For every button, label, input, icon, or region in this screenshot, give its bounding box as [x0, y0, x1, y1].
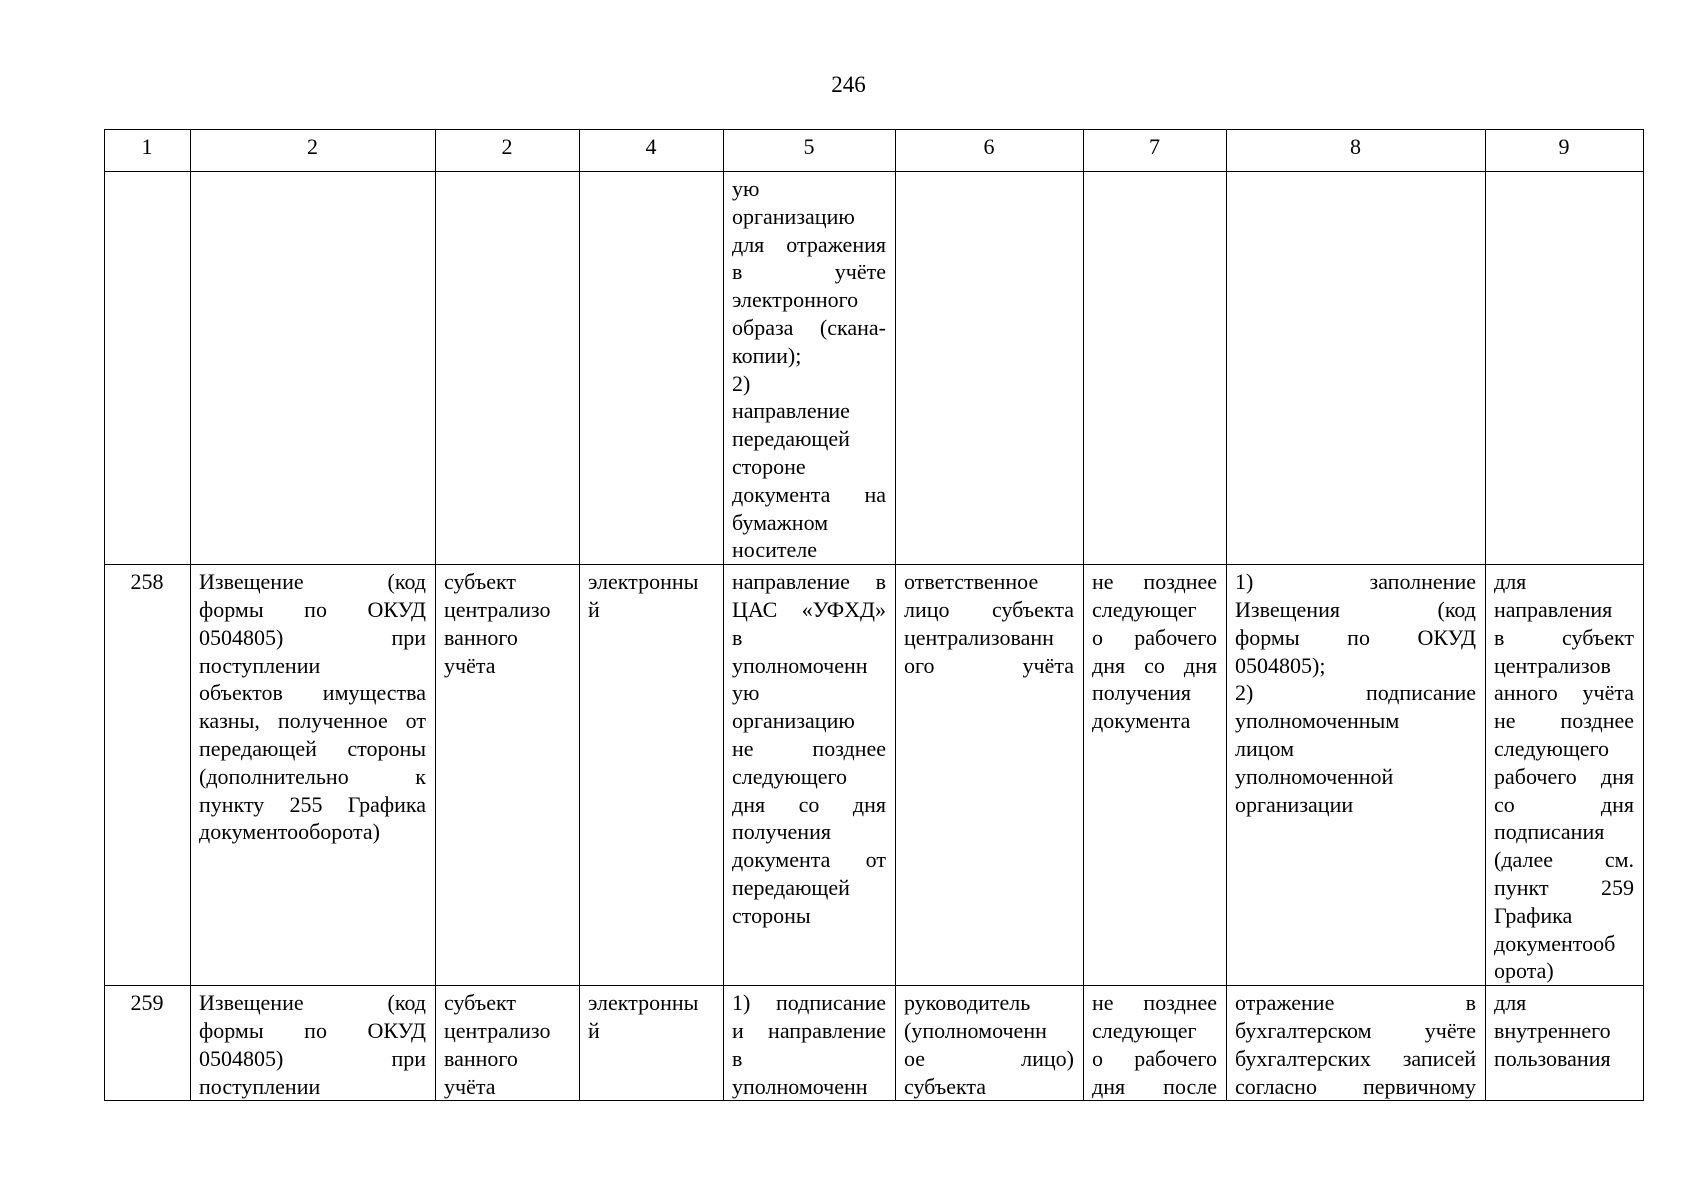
cell-text-line: следующег: [1092, 596, 1197, 622]
cell-text-line: ого учёта: [904, 652, 1074, 678]
document-table: [104, 129, 1644, 1101]
cell-text-line: электронны: [588, 569, 699, 595]
cell-text-line: лицо субъекта: [904, 596, 1074, 622]
cell-text-line: ванного: [444, 1045, 518, 1071]
cell-text-line: уполномоченн: [732, 1073, 868, 1099]
cell-number: 259: [105, 986, 191, 1101]
cell-text-line: организации: [1235, 791, 1354, 817]
cell-deadline: [1084, 172, 1227, 565]
header-cell: 2: [191, 130, 436, 172]
cell-text-line: ванного: [444, 624, 518, 650]
cell-text-line: направление: [732, 398, 850, 424]
cell-text-line: Графика: [1494, 902, 1573, 928]
cell-text-line: централизо: [444, 596, 551, 622]
cell-text-line: ое лицо): [904, 1045, 1074, 1071]
cell-text-line: ЦАС «УФХД»: [732, 596, 886, 622]
cell-text-line: документа: [1092, 708, 1191, 734]
cell-format: [580, 172, 724, 565]
cell-text-line: стороны: [732, 902, 811, 928]
cell-text-line: не позднее: [1092, 569, 1217, 595]
cell-text-line: 1) подписание: [732, 990, 886, 1016]
header-cell: 4: [580, 130, 724, 172]
header-cell: 6: [896, 130, 1084, 172]
header-cell: 5: [724, 130, 896, 172]
cell-text-line: анного учёта: [1494, 680, 1634, 706]
cell-text-line: рабочего дня: [1494, 763, 1634, 789]
header-cell: 8: [1227, 130, 1486, 172]
header-cell: 1: [105, 130, 191, 172]
cell-text-line: организацию: [732, 708, 855, 734]
cell-text-line: направление в: [732, 569, 886, 595]
cell-text-line: орота): [1494, 958, 1554, 984]
cell-creator: [436, 565, 580, 986]
cell-text-line: учёта: [444, 1073, 496, 1099]
cell-text-line: в субъект: [1494, 624, 1634, 650]
cell-text-line: стороне: [732, 453, 806, 479]
cell-text-line: уполномоченным: [1235, 708, 1400, 734]
cell-text-line: централизо: [444, 1017, 551, 1043]
cell-text-line: централизов: [1494, 652, 1611, 678]
cell-purpose: [1486, 172, 1644, 565]
cell-text-line: со дня: [1494, 791, 1634, 817]
cell-action: [724, 986, 896, 1101]
table-row: [105, 172, 1644, 565]
cell-text-line: получения: [1092, 680, 1191, 706]
cell-text-line: пользования: [1494, 1045, 1611, 1071]
cell-action: [724, 172, 896, 565]
cell-text-line: документооборота): [199, 819, 380, 845]
cell-document: [191, 172, 436, 565]
header-cell: 9: [1486, 130, 1644, 172]
cell-text-line: уполномоченн: [732, 652, 868, 678]
cell-purpose: [1486, 565, 1644, 986]
cell-text-line: не позднее: [1494, 708, 1634, 734]
cell-format: [580, 986, 724, 1101]
cell-text-line: отражение в: [1235, 990, 1476, 1016]
cell-text-line: бумажном: [732, 509, 829, 535]
cell-procedure: [1227, 565, 1486, 986]
cell-number: [105, 172, 191, 565]
cell-text-line: субъект: [444, 990, 516, 1016]
cell-text-line: казны, полученное от: [199, 708, 426, 734]
cell-text-line: внутреннего: [1494, 1017, 1611, 1043]
cell-text-line: образа (скана-: [732, 314, 886, 340]
cell-text-line: бухгалтерских записей: [1235, 1045, 1476, 1071]
cell-text-line: документа на: [732, 481, 886, 507]
cell-text-line: следующег: [1092, 1017, 1197, 1043]
cell-text-line: передающей стороны: [199, 735, 426, 761]
cell-text-line: Извещение (код: [199, 569, 426, 595]
cell-text-line: о рабочего: [1092, 624, 1217, 650]
cell-text-line: в: [732, 1045, 743, 1071]
cell-text-line: (дополнительно к: [199, 763, 426, 789]
cell-text-line: и направление: [732, 1017, 886, 1043]
cell-text-line: 0504805) при: [199, 624, 426, 650]
cell-text-line: формы по ОКУД: [1235, 624, 1476, 650]
cell-text-line: электронны: [588, 990, 699, 1016]
cell-responsible: [896, 172, 1084, 565]
cell-deadline: [1084, 565, 1227, 986]
cell-text-line: 0504805);: [1235, 652, 1326, 678]
cell-responsible: [896, 565, 1084, 986]
cell-purpose: [1486, 986, 1644, 1101]
cell-procedure: [1227, 986, 1486, 1101]
cell-text-line: дня после: [1092, 1073, 1217, 1099]
cell-text-line: подписания: [1494, 819, 1605, 845]
cell-creator: [436, 172, 580, 565]
cell-responsible: [896, 986, 1084, 1101]
cell-text-line: 0504805) при: [199, 1045, 426, 1071]
cell-text-line: дня со дня: [1092, 652, 1217, 678]
cell-text-line: лицом: [1235, 735, 1295, 761]
cell-text-line: пункт 259: [1494, 874, 1634, 900]
header-cell: 2: [436, 130, 580, 172]
cell-text-line: поступлении: [199, 1073, 321, 1099]
cell-document: [191, 565, 436, 986]
cell-text-line: пункту 255 Графика: [199, 791, 426, 817]
table-row: [105, 986, 1644, 1101]
cell-text-line: передающей: [732, 426, 850, 452]
cell-text-line: передающей: [732, 874, 850, 900]
cell-text-line: Извещение (код: [199, 990, 426, 1016]
cell-text-line: для: [1494, 569, 1527, 595]
cell-text-line: не позднее: [732, 735, 886, 761]
cell-text-line: Извещения (код: [1235, 596, 1476, 622]
cell-text-line: централизованн: [904, 624, 1054, 650]
cell-text-line: в: [732, 624, 743, 650]
cell-text-line: объектов имущества: [199, 680, 426, 706]
cell-text-line: 1) заполнение: [1235, 569, 1476, 595]
cell-text-line: для: [1494, 990, 1527, 1016]
cell-text-line: поступлении: [199, 652, 321, 678]
cell-deadline: [1084, 986, 1227, 1101]
cell-text-line: получения: [732, 819, 831, 845]
cell-text-line: ую: [732, 680, 760, 706]
cell-text-line: формы по ОКУД: [199, 1017, 426, 1043]
cell-action: [724, 565, 896, 986]
cell-text-line: для отражения: [732, 231, 886, 257]
cell-text-line: организацию: [732, 203, 855, 229]
cell-text-line: руководитель: [904, 990, 1031, 1016]
cell-text-line: копии);: [732, 342, 802, 368]
table-header-row: [105, 130, 1644, 172]
cell-text-line: электронного: [732, 287, 859, 313]
cell-text-line: ую: [732, 176, 760, 201]
cell-text-line: в учёте: [732, 259, 886, 285]
cell-text-line: носителе: [732, 537, 817, 563]
cell-text-line: формы по ОКУД: [199, 596, 426, 622]
cell-text-line: (далее см.: [1494, 847, 1634, 873]
cell-procedure: [1227, 172, 1486, 565]
cell-text-line: дня со дня: [732, 791, 886, 817]
cell-text-line: 2): [732, 370, 751, 396]
cell-text-line: бухгалтерском учёте: [1235, 1017, 1476, 1043]
cell-text-line: направления: [1494, 596, 1613, 622]
cell-text-line: о рабочего: [1092, 1045, 1217, 1071]
cell-text-line: ответственное: [904, 569, 1039, 595]
cell-text-line: уполномоченной: [1235, 763, 1394, 789]
cell-text-line: следующего: [732, 763, 848, 789]
page-number: 246: [831, 72, 866, 97]
cell-text-line: следующего: [1494, 735, 1610, 761]
cell-text-line: учёта: [444, 652, 496, 678]
cell-text-line: субъект: [444, 569, 516, 595]
cell-text-line: (уполномоченн: [904, 1017, 1047, 1043]
cell-text-line: документооб: [1494, 930, 1616, 956]
cell-text-line: й: [588, 596, 600, 622]
cell-document: [191, 986, 436, 1101]
cell-text-line: документа от: [732, 847, 886, 873]
cell-text-line: субъекта: [904, 1073, 987, 1099]
table-row: [105, 565, 1644, 986]
cell-creator: [436, 986, 580, 1101]
cell-text-line: й: [588, 1017, 600, 1043]
cell-number: 258: [105, 565, 191, 986]
cell-text-line: согласно первичному: [1235, 1073, 1476, 1099]
header-cell: 7: [1084, 130, 1227, 172]
cell-text-line: не позднее: [1092, 990, 1217, 1016]
cell-text-line: 2) подписание: [1235, 680, 1476, 706]
cell-format: [580, 565, 724, 986]
